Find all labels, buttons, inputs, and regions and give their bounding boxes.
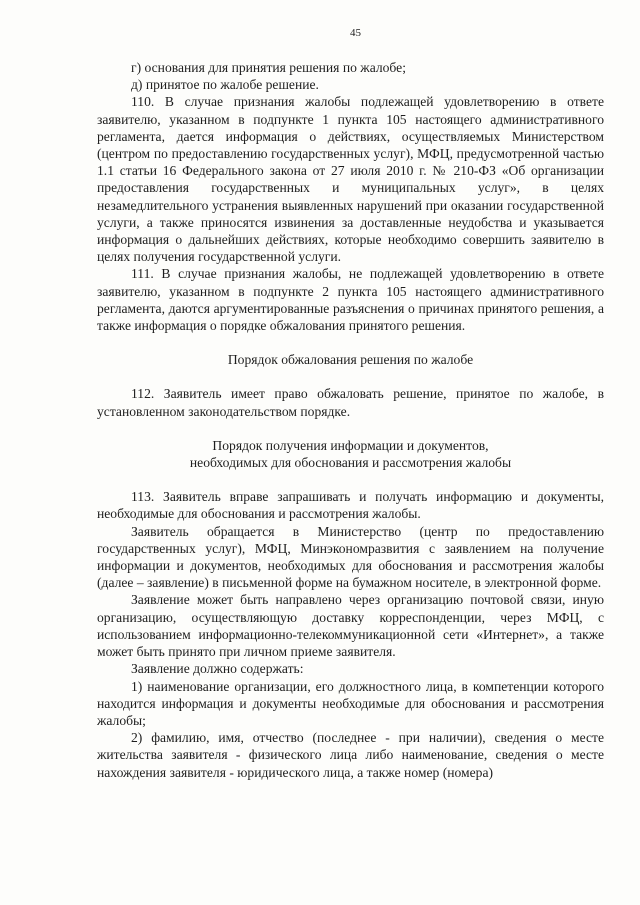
paragraph-submission-channels: Заявление может быть направлено через организацию почтовой связи, иную организацию, осуществляющую доставку корреспонденции, через МФЦ, с использованием информационно-телекоммуникационной сети «Интернет», а также может быть принято при личном приеме заявителя. xyxy=(97,592,604,660)
section-heading-info-line1: Порядок получения информации и документов, xyxy=(212,437,489,453)
paragraph-113: 113. Заявитель вправе запрашивать и получать информацию и документы, необходимые для обоснования и рассмотрения жалобы. xyxy=(97,489,604,522)
list-item-2: 2) фамилию, имя, отчество (последнее - при наличии), сведения о месте жительства заявителя - физического лица либо наименование, сведения о месте нахождения заявителя - юридического лица, а также номер (номера) xyxy=(97,730,604,780)
list-item-1: 1) наименование организации, его должностного лица, в компетенции которого находится информация и документы необходимые для обоснования и рассмотрения жалобы; xyxy=(97,678,604,728)
list-item-d: д) принятое по жалобе решение. xyxy=(131,77,319,93)
section-heading-appeal: Порядок обжалования решения по жалобе xyxy=(227,352,474,368)
paragraph-111: 111. В случае признания жалобы, не подлежащей удовлетворению в ответе заявителю, указанном в подпункте 2 пункта 105 настоящего административного регламента, даются аргументированные разъяснения о причинах принятого решения, а также информация о порядке обжалования принятого решения. xyxy=(97,266,604,334)
document-page xyxy=(97,26,604,781)
list-item-g: г) основания для принятия решения по жалобе; xyxy=(131,60,406,75)
section-heading-info-line2: необходимых для обоснования и рассмотрения жалобы xyxy=(189,455,512,471)
page-number: 45 xyxy=(350,27,361,39)
paragraph-must-contain: Заявление должно содержать: xyxy=(131,661,304,677)
paragraph-110: 110. В случае признания жалобы подлежащей удовлетворению в ответе заявителю, указанном в подпункте 1 пункта 105 настоящего административного регламента, дается информация о действиях, осуществляемых Министерством (центром по предоставлению государственных услуг), МФЦ, предусмотренной частью 1.1 статьи 16 Федерального закона от 27 июля 2010 г. № 210-ФЗ «Об организации предоставления государственных и муниципальных услуг», в целях незамедлительного устранения выявленных нарушений при оказании государственной услуги, а также приносятся извинения за доставленные неудобства и указывается информация о дальнейших действиях, которые необходимо совершить заявителю в целях получения государственной услуги. xyxy=(97,94,604,265)
paragraph-applicant-contacts: Заявитель обращается в Министерство (центр по предоставлению государственных услуг), МФЦ, Минэкономразвития с заявлением на получение информации и документов, необходимых для обоснования и рассмотрения жалобы (далее – заявление) в письменной форме на бумажном носителе, в электронной форме. xyxy=(97,523,604,591)
paragraph-112: 112. Заявитель имеет право обжаловать решение, принятое по жалобе, в установленном законодательством порядке. xyxy=(97,386,604,419)
